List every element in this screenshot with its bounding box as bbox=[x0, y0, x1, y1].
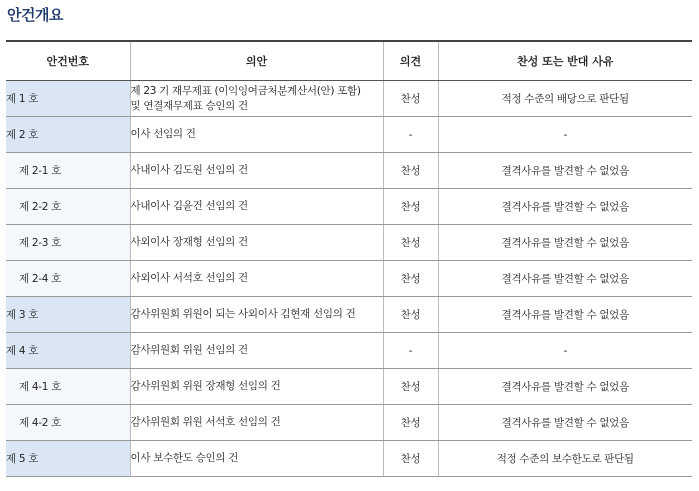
agenda-title-cell bbox=[130, 405, 383, 441]
agenda-title-cell bbox=[130, 369, 383, 405]
agenda-number-cell: 제 4-2 호 bbox=[6, 405, 130, 441]
reason-cell: 결격사유를 발견할 수 없었음 bbox=[438, 261, 692, 297]
table-row bbox=[6, 153, 692, 189]
agenda-title-cell bbox=[130, 333, 383, 369]
agenda-number-cell: 제 1 호 bbox=[6, 81, 130, 117]
agenda-title-line: 감사위원회 위원이 되는 사외이사 김현재 선임의 건 bbox=[130, 308, 356, 320]
table-row bbox=[6, 81, 692, 117]
agenda-title-line: 감사위원회 위원 서석호 선임의 건 bbox=[130, 416, 281, 428]
agenda-title-line: 감사위원회 위원 선임의 건 bbox=[130, 344, 248, 356]
reason-cell: 결격사유를 발견할 수 없었음 bbox=[438, 225, 692, 261]
reason-cell: 결격사유를 발견할 수 없었음 bbox=[438, 369, 692, 405]
agenda-table bbox=[6, 40, 692, 477]
agenda-title-line: 감사위원회 위원 장재형 선임의 건 bbox=[130, 380, 281, 392]
agenda-title-line: 사내이사 김윤건 선임의 건 bbox=[130, 200, 248, 212]
agenda-number-cell: 제 3 호 bbox=[6, 297, 130, 333]
table-header-row bbox=[6, 41, 692, 81]
reason-cell: 결격사유를 발견할 수 없었음 bbox=[438, 405, 692, 441]
agenda-title-line: 및 연결재무제표 승인의 건 bbox=[130, 99, 248, 112]
agenda-title-cell bbox=[130, 225, 383, 261]
agenda-title-line: 이사 보수한도 승인의 건 bbox=[130, 452, 239, 464]
header-agenda: 의안 bbox=[130, 41, 383, 81]
agenda-title-cell bbox=[130, 297, 383, 333]
opinion-cell: 찬성 bbox=[383, 189, 438, 225]
table-row bbox=[6, 297, 692, 333]
opinion-cell: 찬성 bbox=[383, 81, 438, 117]
header-opinion: 의견 bbox=[383, 41, 438, 81]
opinion-cell: 찬성 bbox=[383, 441, 438, 477]
reason-cell: 결격사유를 발견할 수 없었음 bbox=[438, 153, 692, 189]
opinion-cell: - bbox=[383, 333, 438, 369]
agenda-number-cell: 제 2-3 호 bbox=[6, 225, 130, 261]
page-title: 안건개요 bbox=[7, 6, 63, 24]
table-row bbox=[6, 405, 692, 441]
reason-cell: 적정 수준의 보수한도로 판단됨 bbox=[438, 441, 692, 477]
table-row bbox=[6, 369, 692, 405]
header-reason: 찬성 또는 반대 사유 bbox=[438, 41, 692, 81]
agenda-number-cell: 제 5 호 bbox=[6, 441, 130, 477]
agenda-number-cell: 제 2 호 bbox=[6, 117, 130, 153]
agenda-title-cell bbox=[130, 153, 383, 189]
reason-cell: 결격사유를 발견할 수 없었음 bbox=[438, 297, 692, 333]
agenda-number-cell: 제 4 호 bbox=[6, 333, 130, 369]
opinion-cell: - bbox=[383, 117, 438, 153]
table-row bbox=[6, 261, 692, 297]
reason-cell: 결격사유를 발견할 수 없었음 bbox=[438, 189, 692, 225]
agenda-number-cell: 제 2-4 호 bbox=[6, 261, 130, 297]
agenda-number-cell: 제 4-1 호 bbox=[6, 369, 130, 405]
agenda-title-line: 사외이사 장재형 선임의 건 bbox=[130, 236, 248, 248]
reason-cell: - bbox=[438, 333, 692, 369]
opinion-cell: 찬성 bbox=[383, 297, 438, 333]
agenda-title-line: 이사 선임의 건 bbox=[130, 128, 196, 140]
reason-cell: - bbox=[438, 117, 692, 153]
agenda-title-line: 사외이사 서석호 선임의 건 bbox=[130, 272, 248, 284]
agenda-title-cell bbox=[130, 117, 383, 153]
header-agenda-number: 안건번호 bbox=[6, 41, 130, 81]
table-row bbox=[6, 333, 692, 369]
table-row bbox=[6, 441, 692, 477]
opinion-cell: 찬성 bbox=[383, 261, 438, 297]
agenda-table-body bbox=[6, 81, 692, 477]
agenda-title-cell bbox=[130, 261, 383, 297]
reason-cell: 적정 수준의 배당으로 판단됨 bbox=[438, 81, 692, 117]
table-row bbox=[6, 225, 692, 261]
opinion-cell: 찬성 bbox=[383, 225, 438, 261]
agenda-number-cell: 제 2-2 호 bbox=[6, 189, 130, 225]
agenda-title-line: 사내이사 김도원 선임의 건 bbox=[130, 164, 248, 176]
opinion-cell: 찬성 bbox=[383, 405, 438, 441]
agenda-number-cell: 제 2-1 호 bbox=[6, 153, 130, 189]
opinion-cell: 찬성 bbox=[383, 153, 438, 189]
agenda-title-cell bbox=[130, 441, 383, 477]
opinion-cell: 찬성 bbox=[383, 369, 438, 405]
agenda-title-cell bbox=[130, 189, 383, 225]
agenda-title-cell bbox=[130, 81, 383, 117]
table-row bbox=[6, 189, 692, 225]
agenda-title-line: 제 23 기 재무제표 (이익잉여금처분계산서(안) 포함) bbox=[130, 84, 361, 97]
table-row bbox=[6, 117, 692, 153]
